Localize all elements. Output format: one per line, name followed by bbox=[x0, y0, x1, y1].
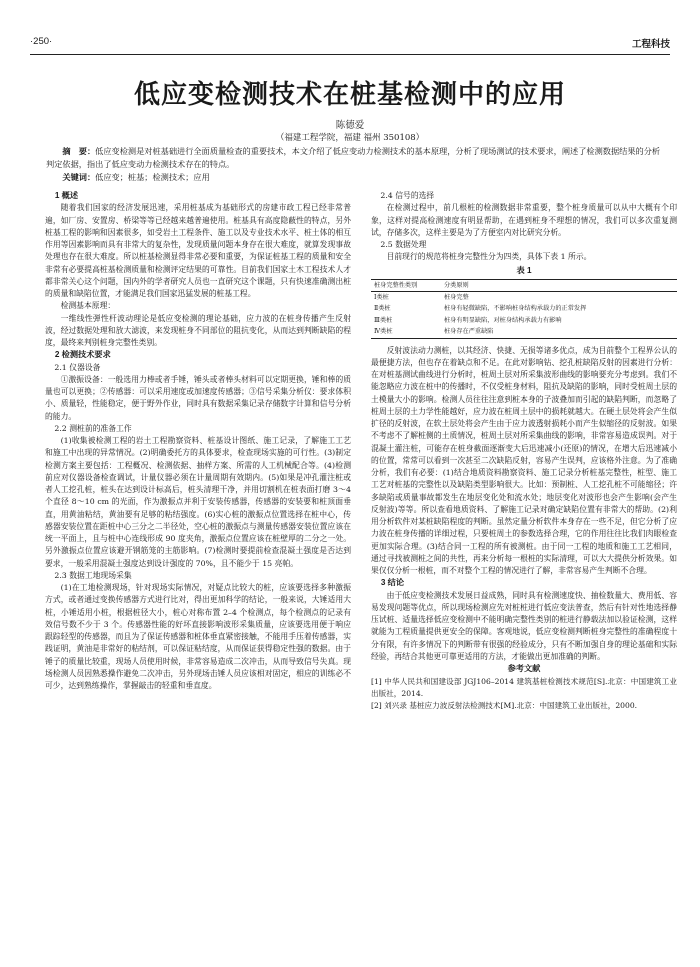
keywords-label: 关键词： bbox=[62, 172, 96, 182]
reference-item: [2] 刘兴录 基桩应力波反射法检测技术[M].北京：中国建筑工业出版社，2000. bbox=[371, 700, 638, 710]
paragraph: 随着我们国家的经济发展迅速，采用桩基成为基础形式的房建市政工程已经非常普遍，如厂房、安置房、桥梁等等已经越来越普遍使用。桩基具有高度隐蔽性的特点，另外桩基工程的影响和因素很多，如受岩土工程条件、施工以及专业技术水平、桩土体的相互作用等因素影响而具有非常大的复杂性，发现质量问题本身存在很大难度，就算发现事故处理也存在很大难度。所以桩基检测显得非常必要和重要，为保证桩基工程的质量和安全非常有必要提高桩基检测质量和检测评定结果的可靠性。目前我们国家土木工程技术人才都非常关心这个问题，国内外的学者研究人员也一直研究这个课题，只有快速准确测出桩的质量和缺陷位置，才能满足我们国家迅猛发展的桩基工程。 bbox=[45, 203, 351, 298]
table-header-cell: 分类原则 bbox=[441, 279, 677, 291]
paragraph: 检测基本原理： bbox=[60, 301, 116, 311]
article-title: 低应变检测技术在桩基检测中的应用 bbox=[133, 79, 566, 109]
right-column bbox=[371, 190, 677, 712]
journal-name: 工程科技 bbox=[631, 39, 670, 50]
table-caption: 表 1 bbox=[516, 265, 532, 275]
subsection-heading: 2.5 数据处理 bbox=[380, 240, 427, 249]
subsection-heading: 2.3 数据工地现场采集 bbox=[54, 570, 132, 580]
paragraph: 目前现行的规范将桩身完整性分为四类，具体下表 1 所示。 bbox=[386, 252, 592, 262]
paragraph: 反射波法动力测桩，以其经济、快捷、无损等诸多优点，成为目前整个工程界公认的最便捷方法，但也存在着缺点和不足。在此对影响钻、挖孔桩缺陷反射的因素进行分析：在对桩基测试曲线进行分析时，桩周土层对所采集波形曲线的影响要充分考虑到。我们不能忽略应力波在桩中的传播时，不仅受桩身材料，阻抗及缺陷的影响，同时受桩周土层的土模量大小的影响。检测人员往往注意到桩本身的子波叠加而引起的缺陷判断，而忽略了桩周土层的土力学性能越好，应力波在桩周土层中的损耗就越大。在硬土层处将会产生似扩径的反射波，在软土层处将会产生由于应力波透射损耗小而产生似缩径的反射波。如果不考虑不了解桩侧的土质情况，桩周土层对所采集曲线的影响，非常容易造成误判。对于混凝土灌注桩，可能存在桩身截面逐渐变大后迅速减小(还原)的情况，在增大后迅速减小的位置，常常可以看到一次甚至二次缺陷反射，容易产生误判，应该格外注意。为了准确分析，我们有必要：(1)结合地质资料勘察资料、施工记录分析桩基完整性，桩型、施工工艺对桩基的完整性以及缺陷类型影响很大。比如：预制桩、人工挖孔桩不可能缩径；许多缺陷或质量事故都发生在地层变化处和流水处；地层变化对波形也会产生影响(会产生反射波)等等。所以查看地质资料、了解施工记录对确定缺陷位置有非常大的帮助。(2)利用分析软件对某桩缺陷程度的判断。虽然定量分析软件本身存在一些不足，但它分析了应力波在桩身传播的详细过程，只要桩周土的参数选择合理，它的作用往往比我们肉眼检查更加实际合理。(3)结合同一工程的所有被测桩。由于同一工程的地质和施工工艺相同，通过寻找被测桩之间的共性，再来分析每一根桩的实际清理，可以大大提供分析效果。如果仅仅分析一根桩，而不对整个工程的情况进行了解，非常容易产生判断不合理。 bbox=[371, 345, 677, 576]
table-row bbox=[371, 326, 677, 338]
table-cell: Ⅰ类桩 bbox=[374, 293, 389, 301]
paragraph: 在检测过程中，前几根桩的检测数据非常重要，整个桩身质量可以从中大概有个印象，这样对提高检测速度有明显帮助，在遇到桩身不理想的情况，我们可以多次重复测试，存储多次，这样主要是为了方便室内对比研究分析。 bbox=[371, 203, 677, 237]
table-cell: Ⅲ类桩 bbox=[374, 316, 393, 324]
references-heading: 参考文献 bbox=[507, 664, 541, 674]
abstract-label: 摘 要： bbox=[62, 146, 96, 156]
table-cell: Ⅳ类桩 bbox=[371, 326, 441, 338]
paragraph: (1)收集被检测工程的岩土工程勘察资料、桩基设计图纸、施工记录，了解施工工艺和施工中出现的异常情况。(2)明确委托方的具体要求，检查现场实施的可行性。(3)制定检测方案主要包括：工程概况、检测依据、抽样方案、所需的人工机械配合等。(4)检测前应对仪器设备检查调试，计量仪器必须在计量周期有效期内。(5)如果是冲孔灌注桩或者人工挖孔桩，桩头在达到设计标高后，桩头清理干净，并用切割机在桩表面打磨 3～4 个直径 8～10 cm 的光面，作为激振点并利于安装传感器，传感器的安装要和桩顶面垂直，用黄油粘结，黄油要有足够的粘结强度。(6)实心桩的激振点位置选择在桩中心，传感器安装位置在距桩中心三分之二半径处，空心桩的激振点与测量传感器安装位置应该在统一平面上，且与桩中心连线形成 90 度夹角，激振点位置应该在桩壁厚的二分之一处。另外激振点位置应该避开钢筋笼的主筋影响。(7)检测时要提前检查混凝土强度是否达到要求，一般采用混凝土强度达到设计强度的 70%，且不能少于 15 亮帕。 bbox=[45, 436, 351, 568]
paragraph: (1)在工地检测现场，针对现场实际情况，对疑点比较大的桩，应该要选择多种激振方式，或者通过变换传感器方式进行比对，得出更加科学的结论，一般来说，大锤适用大桩，小锤适用小桩，根据桩径大小，桩心对称布置 2–4 个检测点，每个检测点的记录有效信号数不少于 3 个。传感器性能的好坏直接影响波形采集质量，应该要选用便于响应跟踪轻型的传感器，而且为了保证传感器和桩体垂直紧密接触，不能用手压着传感器，实践证明，黄油是非常好的粘结剂，可以保证粘结度，从而保证获得稳定性强的数据。由于锤子的质量比较重，现场人员使用时候，非常容易造成二次冲击，从而导致信号失真。现场检测人员因熟悉操作避免二次冲击，另外现场击锤人员应该相对固定，相应的训练必不可少，达到熟练操作，掌握敲击的轻重和垂直度。 bbox=[45, 583, 351, 690]
paragraph: ①激振设备：一般选用力棒或者手锤，锤头或者棒头材料可以定期更换，锤和棒的质量也可以更换；②传感器：可以采用速度或加速度传感器；③信号采集分析仪：要求体积小、质量轻，性能稳定，便于野外作业，同时具有数据采集记录存储数字计算和信号分析的能力。 bbox=[45, 374, 351, 421]
keywords-text: 低应变；桩基；检测技术；应用 bbox=[95, 172, 210, 182]
author: 陈德爱 bbox=[335, 120, 365, 131]
integrity-table bbox=[371, 279, 677, 339]
subsection-heading: 2.4 信号的选择 bbox=[380, 191, 435, 200]
table-header-cell: 桩身完整性类别 bbox=[371, 279, 441, 291]
abstract-text: 低应变检测是对桩基础进行全面质量检查的重要技术，本文介绍了低应变动力检测技术的基本原理，分析了现场测试的技术要求，阐述了检测数据结果的分析判定依据，指出了低应变动力检测技术存在的特点。 bbox=[46, 146, 661, 169]
running-header bbox=[30, 36, 670, 50]
table-cell: 桩身有明显缺陷，对桩身结构承载力有影响 bbox=[444, 316, 562, 324]
keywords bbox=[46, 171, 662, 184]
table-cell: 桩身有轻微缺陷，不影响桩身结构承载力的正常发挥 bbox=[444, 305, 587, 313]
table-row bbox=[371, 303, 677, 314]
header-rule bbox=[30, 54, 670, 55]
table-cell: 桩身存在严重缺陷 bbox=[441, 326, 677, 338]
page-number: ·250· bbox=[30, 36, 53, 47]
section-heading: 1 概述 bbox=[54, 191, 79, 200]
paragraph: 由于低应变检测技术发展日益成熟，同时具有检测速度快、抽检数量大、费用低、容易发现问题等优点，所以现场检测应先对桩桩进行低应变法普查，然后有针对性地选择静压试桩、适量选择低应变检测中不能明确完整性类别的桩进行静载法加以验证检测，这样就能为工程质量提供更安全的保障。客观地说，低应变检测判断桩身完整性的准确程度十分有限，有许多情况下的判断带有很强的经验成分，只有不断加强自身的理论基础和实际经验，再结合其他更可靠更适用的方法，才能做出更加准确的判断。 bbox=[371, 590, 677, 661]
paragraph: 一维线性弹性杆波动理论是低应变检测的理论基础，应力波的在桩身传播产生反射波，经过数据处理和放大滤波，来发现桩身不同部位的阻抗变化，从而达到判断缺陷的程度，最终来判别桩身完整性类别。 bbox=[45, 313, 351, 347]
table-row bbox=[371, 291, 677, 303]
table-cell: Ⅱ类桩 bbox=[374, 305, 391, 313]
section-heading: 3 结论 bbox=[380, 578, 405, 588]
left-column bbox=[45, 190, 351, 692]
abstract bbox=[46, 145, 662, 170]
table-row bbox=[371, 315, 677, 326]
table-header-row bbox=[371, 279, 677, 291]
subsection-heading: 2.2 测桩前的准备工作 bbox=[54, 423, 132, 433]
section-heading: 2 检测技术要求 bbox=[54, 350, 111, 360]
table-cell: 桩身完整 bbox=[444, 293, 469, 301]
reference-item: [1] 中华人民共和国建设部 JGJ106–2014 建筑基桩检测技术规范[S].北京：中国建筑工业出版社，2014. bbox=[371, 676, 677, 698]
affiliation: （福建工程学院，福建 福州 350108） bbox=[275, 133, 425, 143]
subsection-heading: 2.1 仪器设备 bbox=[54, 362, 101, 372]
